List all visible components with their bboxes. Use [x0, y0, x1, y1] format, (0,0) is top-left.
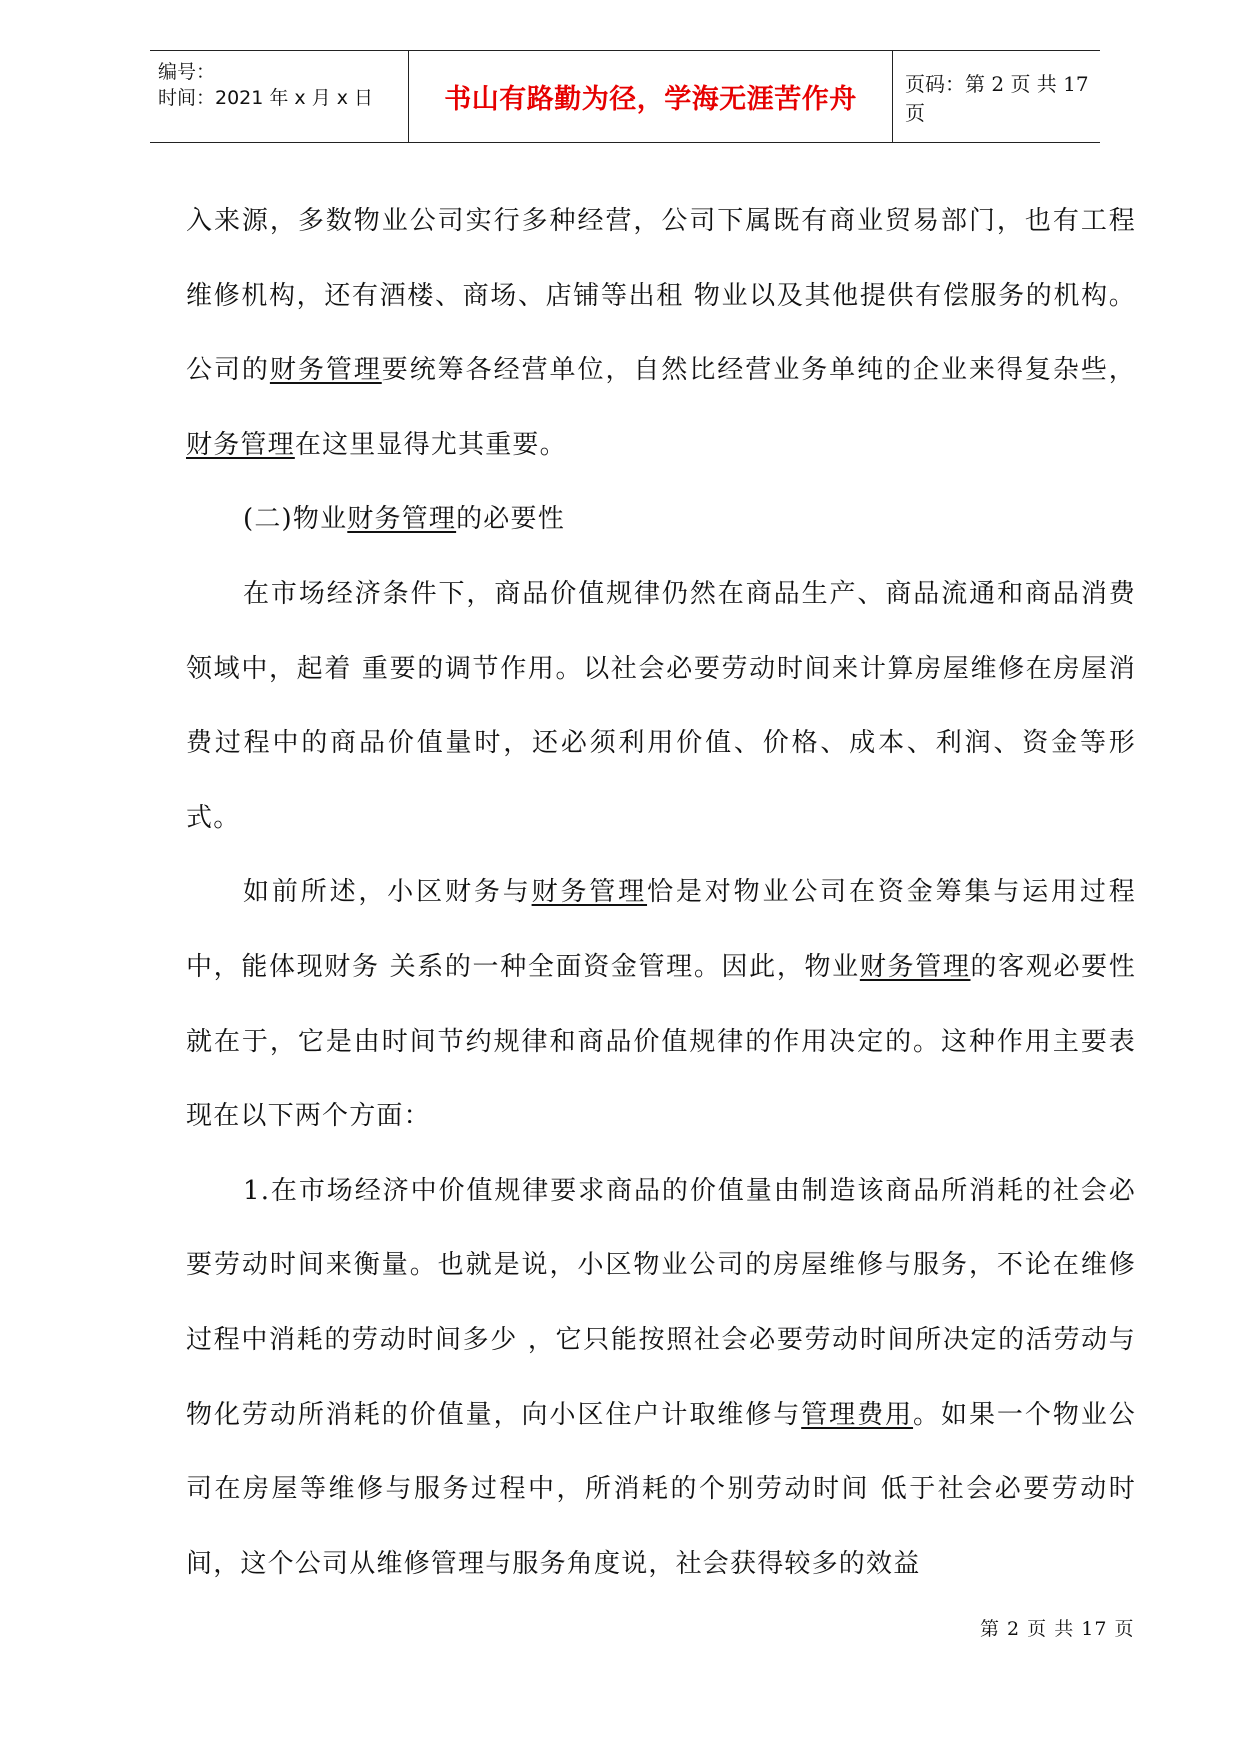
section-heading	[186, 482, 1136, 557]
underlined-term: 财务管理	[859, 951, 971, 982]
underlined-term: 财务管理	[531, 877, 648, 908]
text-segment: 1.在市场经济中价值规律要求商品的价值量由制造该商品所消耗的社会必要劳动时间来衡量。也就是说，小区物业公司的房屋维修与服务，不论在维修过程中消耗的劳动时间多少 ，它只能按照社会必要劳动时间所决定的活劳动与物化劳动所消耗的价值量，向小区住户计取维修与	[186, 1175, 1136, 1430]
underlined-term: 财务管理	[347, 504, 457, 535]
document-body	[186, 184, 1136, 1601]
footer-page-number: 第 2 页 共 17 页	[980, 1618, 1135, 1640]
text-segment: 入来源，多数物业公司实行多种经营，公司下属既有商业贸易部门，也有工程维修机构，还有酒楼、商场、店铺等出租 物业以及其他提供有偿服务的机构。公司的	[186, 206, 1136, 386]
document-time-label: 时间：2021 年 x 月 x 日	[158, 87, 374, 109]
text-segment: 。如果一个物业公司在房屋等维修与服务过程中，所消耗的个别劳动时间 低于社会必要劳动时间，这个公司从维修管理与服务角度说，社会获得较多的效益	[186, 1399, 1136, 1579]
text-segment: 在市场经济条件下，商品价值规律仍然在商品生产、商品流通和商品消费领域中，起着 重要的调节作用。以社会必要劳动时间来计算房屋维修在房屋消费过程中的商品价值量时，还必须利用价值、价格、成本、利润、资金等形式。	[186, 578, 1136, 833]
document-number-label: 编号：	[158, 61, 216, 83]
text-segment: 要统筹各经营单位，自然比经营业务单纯的企业来得复杂些，	[381, 355, 1136, 386]
paragraph	[186, 557, 1136, 855]
text-segment: 的客观必要性就在于，它是由时间节约规律和商品价值规律的作用决定的。这种作用主要表现在以下两个方面：	[186, 951, 1136, 1132]
header-page-label: 页码：第 2 页 共 17 页	[905, 71, 1089, 125]
header-meta-cell	[150, 51, 409, 142]
paragraph-continuation	[186, 184, 1136, 482]
underlined-term: 财务管理	[186, 429, 295, 460]
paragraph	[186, 1154, 1136, 1602]
text-segment: 如前所述，小区财务与	[243, 877, 532, 908]
document-header	[150, 50, 1100, 143]
text-segment: 的必要性	[456, 504, 565, 535]
header-motto-cell	[409, 51, 893, 142]
paragraph	[186, 855, 1136, 1153]
header-motto: 书山有路勤为径，学海无涯苦作舟	[444, 84, 857, 115]
text-segment: 在这里显得尤其重要。	[294, 429, 567, 460]
underlined-term: 管理费用	[801, 1399, 914, 1430]
header-page-cell	[893, 51, 1100, 142]
underlined-term: 财务管理	[269, 355, 382, 386]
text-segment: (二)物业	[243, 504, 348, 535]
text-segment: 恰是对物业公司在资金筹集与运用过程中，能体现财务 关系的一种全面资金管理。因此，物业	[186, 877, 1136, 982]
